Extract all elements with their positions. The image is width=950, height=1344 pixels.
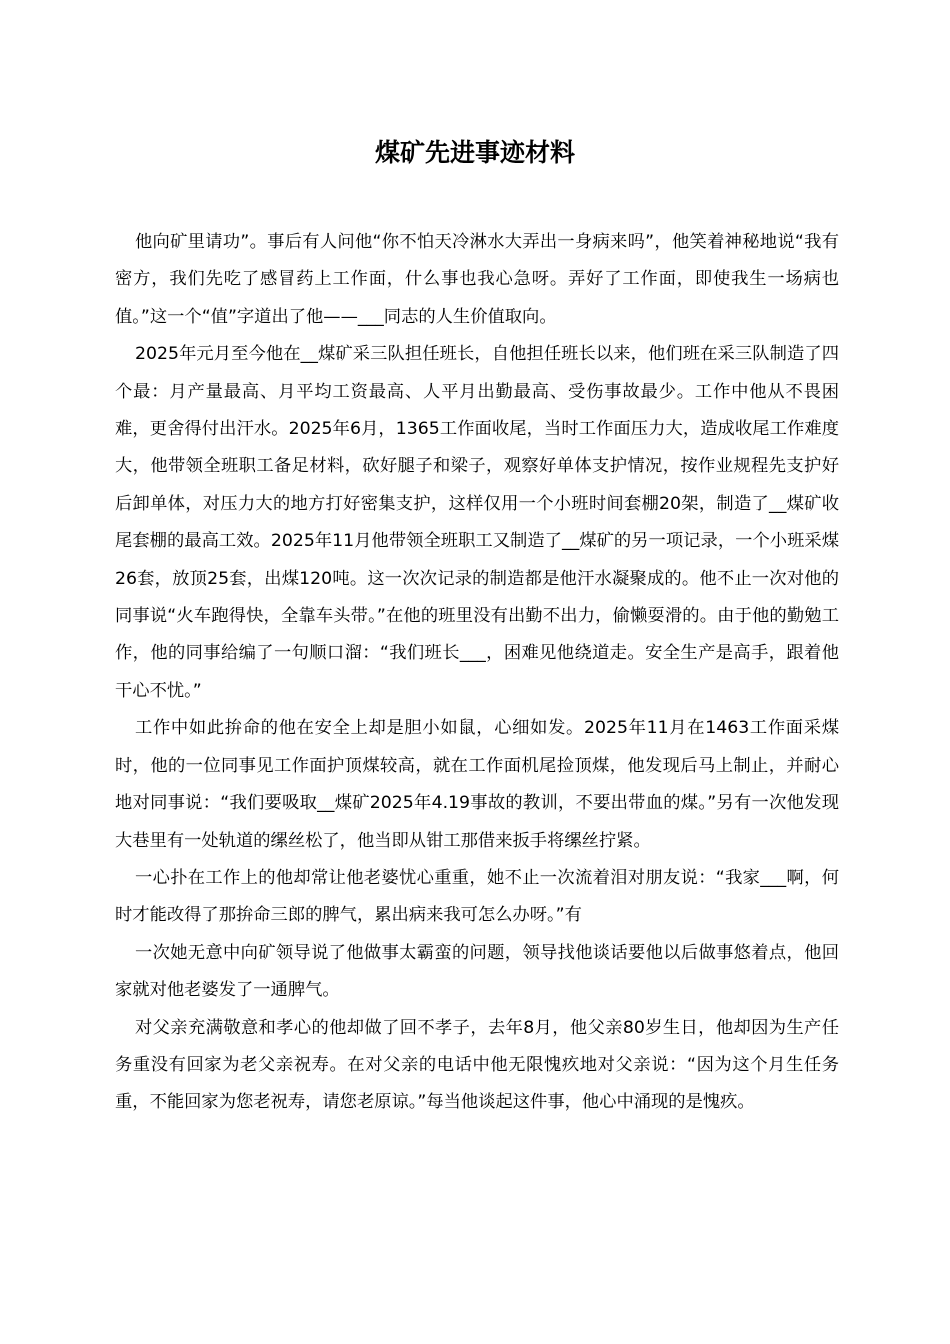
paragraph-6: 对父亲充满敬意和孝心的他却做了回不孝子，去年8月，他父亲80岁生日，他却因为生产任务重没有回家为老父亲祝寿。在对父亲的电话中他无限愧疚地对父亲说：“因为这个月生任务重，不能回家为您老祝寿，请您老原谅。”每当他谈起这件事，他心中涌现的是愧疚。 <box>115 1017 839 1113</box>
paragraph-4: 一心扑在工作上的他却常让他老婆忧心重重，她不止一次流着泪对朋友说：“我家___啊，何时才能改得了那拚命三郎的脾气，累出病来我可怎么办呀。”有 <box>115 867 839 926</box>
document-title: 煤矿先进事迹材料 <box>374 138 575 167</box>
paragraph-2: 2025年元月至今他在__煤矿采三队担任班长，自他担任班长以来，他们班在采三队制造了四个最：月产量最高、月平均工资最高、人平月出勤最高、受伤事故最少。工作中他从不畏困难，更舍得付出汗水。2025年6月，1365工作面收尾，当时工作面压力大，造成收尾工作难度大，他带领全班职工备足材料，砍好腿子和梁子，观察好单体支护情况，按作业规程先支护好后卸单体，对压力大的地方打好密集支护，这样仅用一个小班时间套棚20架，制造了__煤矿收尾套棚的最高工效。2025年11月他带领全班职工又制造了__煤矿的另一项记录，一个小班采煤26套，放顶25套，出煤120吨。这一次次记录的制造都是他汗水凝聚成的。他不止一次对他的同事说“火车跑得快，全靠车头带。”在他的班里没有出勤不出力，偷懒耍滑的。由于他的勤勉工作，他的同事给编了一句顺口溜：“我们班长___，困难见他绕道走。安全生产是高手，跟着他干心不忧。” <box>115 344 839 701</box>
paragraph-3: 工作中如此拚命的他在安全上却是胆小如鼠，心细如发。2025年11月在1463工作面采煤时，他的一位同事见工作面护顶煤较高，就在工作面机尾捡顶煤，他发现后马上制止，并耐心地对同事说：“我们要吸取__煤矿2025年4.19事故的教训，不要出带血的煤。”另有一次他发现大巷里有一处轨道的缧丝松了，他当即从钳工那借来扳手将缧丝拧紧。 <box>115 718 839 851</box>
document-body <box>115 224 839 1122</box>
paragraph-1: 他向矿里请功”。事后有人问他“你不怕天冷淋水大弄出一身病来吗”，他笑着神秘地说“我有密方，我们先吃了感冒药上工作面，什么事也我心急呀。弄好了工作面，即使我生一场病也值。”这一个“值”字道出了他——___同志的人生价值取向。 <box>115 232 839 327</box>
paragraph-5: 一次她无意中向矿领导说了他做事太霸蛮的问题，领导找他谈话要他以后做事悠着点，他回家就对他老婆发了一通脾气。 <box>115 942 839 1001</box>
